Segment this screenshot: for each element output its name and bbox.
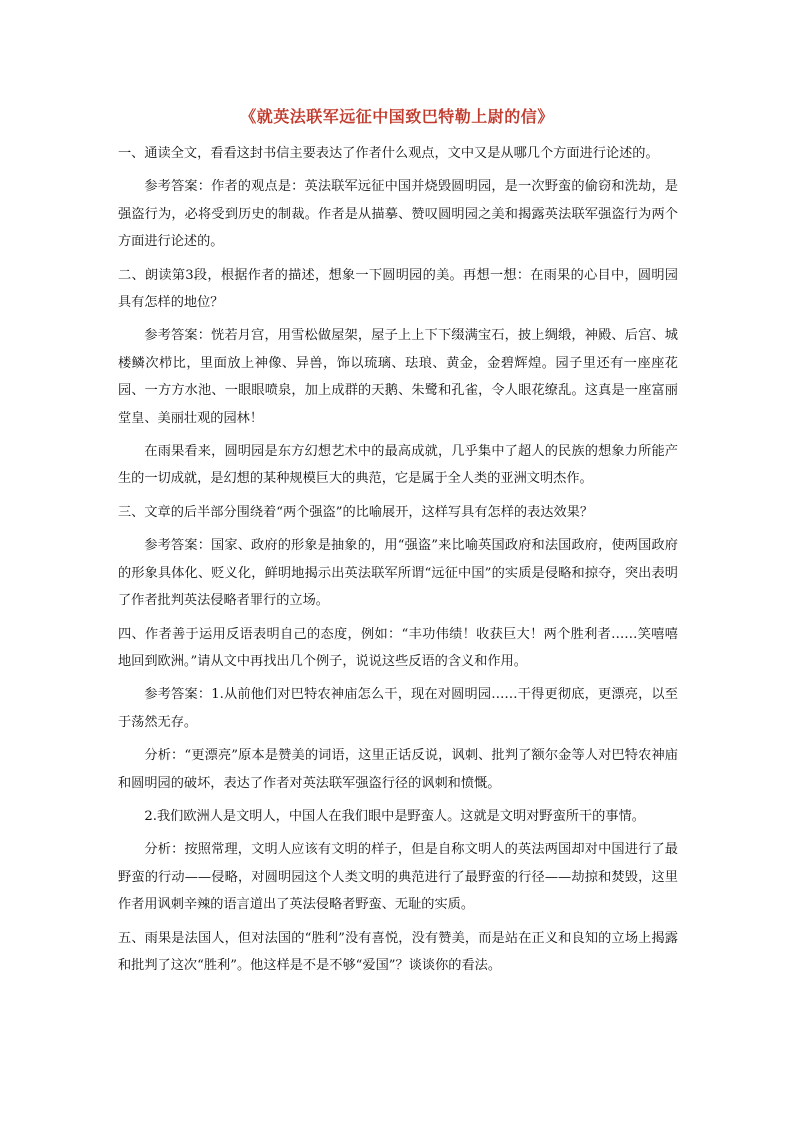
question-2: 二、朗读第3段，根据作者的描述，想象一下圆明园的美。再想一想：在雨果的心目中，圆明园具有怎样的地位？ <box>118 267 678 311</box>
answer-1: 参考答案：作者的观点是：英法联军远征中国并烧毁圆明园，是一次野蛮的偷窃和洗劫，是强盗行为，必将受到历史的制裁。作者是从描摹、赞叹圆明园之美和揭露英法联军强盗行为两个方面进行论述的。 <box>118 179 678 250</box>
question-1: 一、通读全文，看看这封书信主要表达了作者什么观点，文中又是从哪几个方面进行论述的。 <box>118 146 659 161</box>
question-3: 三、文章的后半部分围绕着“两个强盗”的比喻展开，这样写具有怎样的表达效果？ <box>118 504 594 520</box>
answer-2-part-1: 参考答案：恍若月宫，用雪松做屋架，屋子上上下下缀满宝石，披上绸缎，神殿、后宫、城楼鳞次栉比，里面放上神像、异兽，饰以琉璃、珐琅、黄金，金碧辉煌。园子里还有一座座花园、一方方水池、一眼眼喷泉，加上成群的天鹅、朱鹭和孔雀，令人眼花缭乱。这真是一座富丽堂皇、美丽壮观的园林！ <box>118 328 678 426</box>
question-5: 五、雨果是法国人，但对法国的“胜利”没有喜悦，没有赞美，而是站在正义和良知的立场上揭露和批判了这次“胜利”。他这样是不是不够“爱国”？谈谈你的看法。 <box>118 930 678 973</box>
answer-4-example-1: 参考答案：1.从前他们对巴特农神庙怎么干，现在对圆明园……干得更彻底，更漂亮，以至于荡然无存。 <box>118 687 678 730</box>
document-title: 《就英法联军远征中国致巴特勒上尉的信》 <box>240 107 554 126</box>
answer-4-analysis-1: 分析：“更漂亮”原本是赞美的词语，这里正话反说，讽刺、批判了额尔金等人对巴特农神庙和圆明园的破坏，表达了作者对英法联军强盗行径的讽刺和愤慨。 <box>118 748 678 791</box>
answer-3: 参考答案：国家、政府的形象是抽象的，用“强盗”来比喻英国政府和法国政府，使两国政府的形象具体化、贬义化，鲜明地揭示出英法联军所谓“远征中国”的实质是侵略和掠夺，突出表明了作者批判英法侵略者罪行的立场。 <box>118 538 678 609</box>
answer-4-analysis-2: 分析：按照常理，文明人应该有文明的样子，但是自称文明人的英法两国却对中国进行了最野蛮的行动——侵略，对圆明园这个人类文明的典范进行了最野蛮的行径——劫掠和焚毁，这里作者用讽刺辛辣的语言道出了英法侵略者野蛮、无耻的实质。 <box>118 842 678 913</box>
question-4: 四、作者善于运用反语表明自己的态度，例如：“丰功伟绩！收获巨大！两个胜利者……笑嘻嘻地回到欧洲。”请从文中再找出几个例子，说说这些反语的含义和作用。 <box>118 626 678 669</box>
answer-4-example-2: 2.我们欧洲人是文明人，中国人在我们眼中是野蛮人。这就是文明对野蛮所干的事情。 <box>144 808 645 824</box>
document-body <box>118 140 678 985</box>
answer-2-part-2: 在雨果看来，圆明园是东方幻想艺术中的最高成就，几乎集中了超人的民族的想象力所能产生的一切成就，是幻想的某种规模巨大的典范，它是属于全人类的亚洲文明杰作。 <box>118 444 678 487</box>
